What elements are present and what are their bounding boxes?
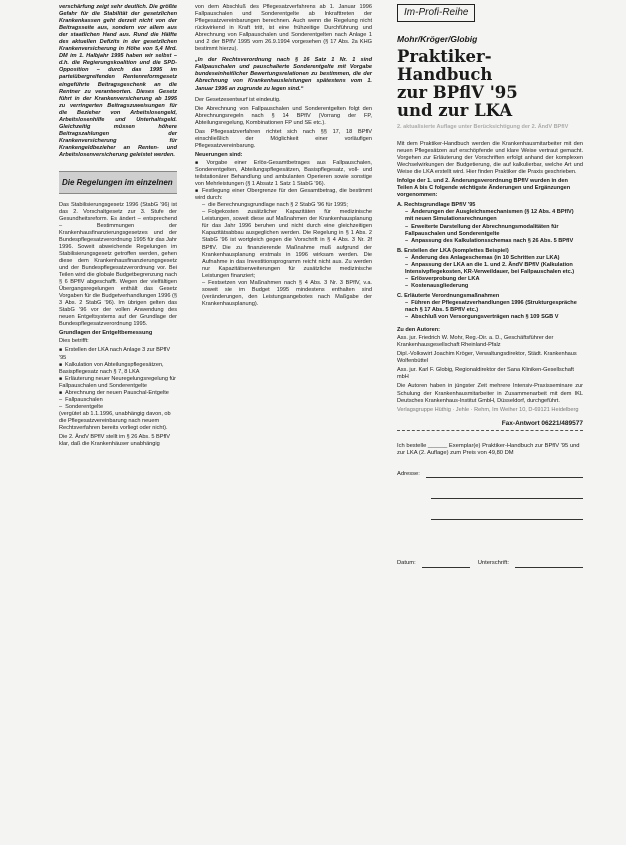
body-paragraph: Der Gesetzesentwurf ist eindeutig. (195, 96, 281, 103)
order-text[interactable]: Ich bestelle ______ Exemplar(e) Praktiker-Handbuch zur BPflV '95 und zur LKA (2. Auflage) zum Preis von 49,80 DM (397, 442, 580, 456)
quote-paragraph: „In der Rechtsverordnung nach § 16 Satz 1 Nr. 1 sind Fallpauschalen und pauschalierte Sonderentgelte mit Vorgabe bundeseinheitlicher Bewertungsrelationen zu bestimmen, die der Abrechnung von Krankenhausleistungen spätestens vom 1. Januar 1996 an zugrunde zu legen sind.“ (195, 57, 372, 92)
toc-item: – Führen der Pflegesatzverhandlungen 1996 (Strukturgespräche nach § 17 Abs. 5 BPflV etc.) (397, 300, 583, 314)
book-title-line: Praktiker-Handbuch (397, 47, 493, 84)
body-paragraph: (vergütet ab 1.1.1996, unabhängig davon, ob die Pflegesatzvereinbarung nach neuem Rechtsverfahren bereits vorliegt oder nicht). (59, 410, 171, 431)
address-label: Adresse: (397, 471, 420, 478)
ad-intro: Mit dem Praktiker-Handbuch werden die Krankenhausmitarbeiter mit den neuen Pflegesätzen auf erschöpfende und klare Weise vertraut gemacht. Vorgehen zur Erläuterung der Vorschriften erfolgt anhand der komplexen Wechselwirkungen der Budgetierung, die auf kalkulierbar, welche Art und Weise die LKA erstellt wird. Hier finden Praktiker die Praxis geschrieben. (397, 141, 583, 176)
dash-item: – die Berechnungsgrundlage nach § 2 StabG '96 für 1995; (195, 202, 372, 209)
toc-item: – Abschluß von Versorgungsverträgen nach § 109 SGB V (397, 314, 583, 321)
left-column (59, 4, 177, 450)
address-field[interactable] (426, 471, 583, 478)
toc-item: – Anpassung der LKA an die 1. und 2. ÄndV BPflV (Kalkulation Intensivpflegekosten, KR-Verweildauer, bei Fallpauschalen etc.) (397, 262, 583, 276)
date-field[interactable] (422, 561, 470, 568)
intro-paragraph: verschärfung zeigt sehr deutlich. Die größte Gefahr für die Stabilität der gesetzlichen Krankenkassen geht derzeit nicht von der Beitragsseite aus, sondern vor allem aus der staatlichen Hand aus. Rund die Hälfte des aktuellen Defizits in der gesetzlichen Krankenversicherung in Höhe von 5,4 Mrd. DM im 1. Halbjahr 1995 haben wir selbst – d.h. die Regierungskoalition und die SPD-Opposition – durch das 1995 im parteiübergreifenden Rentenreformgesetz eingeführte Beitragsgeschenk an die Rentner zu verantworten. Dieses Gesetz führt in der Krankenversicherung ab 1995 zu verringerten Beitragszuweisungen für die Bezieher von Arbeitslosengeld, Arbeitslosenhilfe und Unterhaltsgeld. Gleichzeitig müssen höhere Beitragszahlungen der Krankenversicherung für Krankengeldbezieher an Renten- und Arbeitslosenversicherung geleistet werden. (59, 4, 177, 158)
fax-number: Fax-Antwort 06221/489577 (501, 419, 583, 427)
author-bio: Ass. jur. Karl F. Globig, Regionaldirektor der Sana Kliniken-Gesellschaft mbH (397, 367, 574, 381)
body-paragraph: Die 2. ÄndV BPflV stellt im § 26 Abs. 5 BPflV klar, daß die Krankenhäuser unabhängig (59, 434, 170, 448)
toc-item: – Erlösverprobung der LKA (397, 276, 583, 283)
body-paragraph: Das Stabilisierungsgesetz 1996 (StabG '96) ist das 2. Vorschaltgesetz zur 3. Stufe der Gesundheitsreform. Es ändert – entsprechend – Bestimmungen der Krankenhausfinanzierungsgesetzes und der Bundespflegesatzverordnung 1995 für das Jahr 1996. Soweit abweichende Regelungen im Stabilisierungsgesetz getroffen werden, gehen diese dem Krankenhausfinanzierungsgesetz und der Bundespflegesatzverordnung vor. Bei Teilen wird die globale Budgetbegrenzung nach § 6 BPflV abgeschafft. Wegen der vielfältigen Übergangsregelungen enthält das Gesetz Vorgaben für die Budgetverhandlungen 1996 (§ 3 Abs. 2 StabG '96). Im übrigen gelten das StabG '96 vor der vollen Anwendung des neuen Entgeltsystems auf der Grundlage der Bundespflegesatzverordnung 1995. (59, 201, 177, 328)
bullet-item: ■ Vorgabe einer Erlös-Gesamtbetrages aus Fallpauschalen, Sonderentgelten, Abteilungspflegesätzen, Basispflegesatz, voll- und teilstationärer Behandlung und ambulanten Operieren sowie sonstige von Mehrleistungen (§ 1 Absatz 1 Satz 1 StabG '96). (195, 160, 372, 188)
bullet-item: ■ Erstellen der LKA nach Anlage 3 zur BPflV '95 (59, 347, 177, 361)
address-row-3 (397, 513, 583, 520)
body-paragraph: von dem Abschluß des Pflegesatzverfahrens ab 1. Januar 1996 Fallpauschalen und Sonderentgelte ab Inkrafttreten der Pflegesatzvereinbarungen berechnen. Auch wenn die Regelung nicht rückwirkend in Kraft tritt, ist eine frühzeitige Durchführung und Abrechnung von Fallpauschalen und Sonderentgelten nach Anlage 1 und 2 der BPflV 1995 vom 26.9.1994 vorgesehen (§ 17 Abs. 2a KHG bestimmt hierzu). (195, 4, 372, 53)
bullet-item: ■ Kalkulation von Abteilungspflegesätzen, Basispflegesatz nach § 7, 8 LKA (59, 362, 177, 376)
book-subtitle: 2. aktualisierte Auflage unter Berücksichtigung der 2. ÄndV BPflV (397, 124, 569, 130)
series-label: Im-Profi-Reihe (397, 4, 475, 22)
ad-column (397, 4, 583, 568)
book-title-line: und zur LKA (397, 101, 513, 120)
address-field-3[interactable] (431, 513, 583, 520)
dash-item: – Festsetzen von Maßnahmen nach § 4 Abs. 3 Nr. 3 BPflV, v.a. soweit sie im Budget 1995 mindestens enthalten sind (veränderungen, den Leistungsangebotes nach Maßgabe der Krankenhausplanung). (195, 280, 372, 308)
book-authors: Mohr/Kröger/Globig (397, 34, 478, 44)
signature-label: Unterschrift: (477, 560, 509, 567)
middle-column (195, 4, 372, 308)
cut-line (397, 430, 583, 431)
toc-section: B. Erstellen der LKA (komplettes Beispiel) (397, 247, 509, 254)
body-paragraph: Die Abrechnung von Fallpauschalen und Sonderentgelten folgt den Abrechnungsregeln nach § 14 BPflV (Vorrang der FP, Abteilungsregelung, Kombinationen FP und SE etc.). (195, 105, 372, 126)
subheading: Neuerungen sind: (195, 151, 243, 158)
author-bio: Ass. jur. Friedrich W. Mohr, Reg.-Dir. a. D., Geschäftsführer der Krankenhausgesellschaft Rheinland-Pfalz (397, 335, 554, 349)
toc-item: – Änderungen der Ausgleichsmechanismen (§ 12 Abs. 4 BPflV) mit neuen Simulationsrechnungen (397, 209, 583, 223)
authors-heading: Zu den Autoren: (397, 327, 440, 334)
book-title-line: zur BPflV '95 (397, 83, 518, 102)
toc-section: A. Rechtsgrundlage BPflV '95 (397, 202, 476, 209)
dash-item: – Folgekosten zusätzlicher Kapazitäten für medizinische Leistungen, soweit diese auf Maßnahmen der Krankenhausplanung für das Jahr 1996 beruhen und nicht durch eine gleichzeitigen Kapazitätsabbau ausgeglichen werden. Die Regelung in § 1 Abs. 2 StabG '96 ist wortgleich gegen die Vorschrift in § 4 Abs. 3 Nr. 2f BPflV. Die zu finanzierende Maßnahme muß aufgrund der Krankenhausplanung erstmals in 1996 wirksam werden. Die Aufnahme in das Investitionsprogramm reicht nicht aus. Zu werden nur Kapazitätserweiterungen für zusätzliche medizinische Leistungen finanziert; (195, 209, 372, 279)
toc-item: – Änderung des Anlageschemas (in 10 Schritten zur LKA) (397, 255, 583, 262)
signature-row (397, 560, 583, 567)
toc-item: – Kostenausgliederung (397, 283, 583, 290)
bullet-item: ■ Abrechnung der neuen Pauschal-Entgelte (59, 390, 177, 397)
body-paragraph: Dies betrifft: (59, 338, 89, 345)
section-heading: Die Regelungen im einzelnen (59, 171, 177, 194)
signature-field[interactable] (515, 561, 583, 568)
date-label: Datum: (397, 560, 416, 567)
address-field-2[interactable] (431, 492, 583, 499)
subheading: Grundlagen der Entgeltbemessung (59, 330, 153, 337)
toc-item: – Erweiterte Darstellung der Abrechnungsmodalitäten für Fallpauschalen und Sonderentgelte (397, 224, 583, 238)
toc-item: – Anpassung des Kalkulationsschemas nach § 26 Abs. 5 BPflV (397, 238, 583, 245)
bullet-item: ■ Erläuterung neuer Neuregelungsregelung für Fallpauschalen und Sonderentgelte (59, 376, 177, 390)
dash-item: – Sonderentgelte (59, 404, 177, 411)
body-paragraph: Das Pflegesatzverfahren richtet sich nach §§ 17, 18 BPflV einschließlich der Möglichkeit einer vorläufigen Pflegesatzvereinbarung. (195, 128, 372, 149)
toc-intro: Infolge der 1. und 2. Änderungsverordnung BPflV wurden in den Teilen A bis C folgende wichtigste Änderungen und Ergänzungen vorgenommen: (397, 178, 571, 199)
author-bio: Dipl.-Volkswirt Joachim Kröger, Verwaltungsdirektor, Städt. Krankenhaus Wolfenbüttel (397, 351, 577, 365)
address-row-2 (397, 492, 583, 499)
bullet-item: ■ Festlegung einer Obergrenze für den Gesamtbetrag, die bestimmt wird durch: (195, 188, 372, 202)
toc-section: C. Erläuterte Verordnungsmaßnahmen (397, 292, 500, 299)
book-title (397, 48, 583, 120)
address-row (397, 471, 583, 478)
publisher-address: Verlagsgruppe Hüthig · Jehle · Rehm, Im Weiher 10, D-69121 Heidelberg (397, 406, 579, 413)
table-of-contents (397, 202, 583, 321)
authors-summary: Die Autoren haben in jüngster Zeit mehrere Intensiv-Praxisseminare zur Schulung der Krankenhausmitarbeiter in Zusammenarbeit mit dem IKL Deutsches Krankenhaus-Institut GmbH, Düsseldorf, durchgeführt. (397, 383, 583, 404)
dash-item: – Fallpauschalen (59, 397, 177, 404)
